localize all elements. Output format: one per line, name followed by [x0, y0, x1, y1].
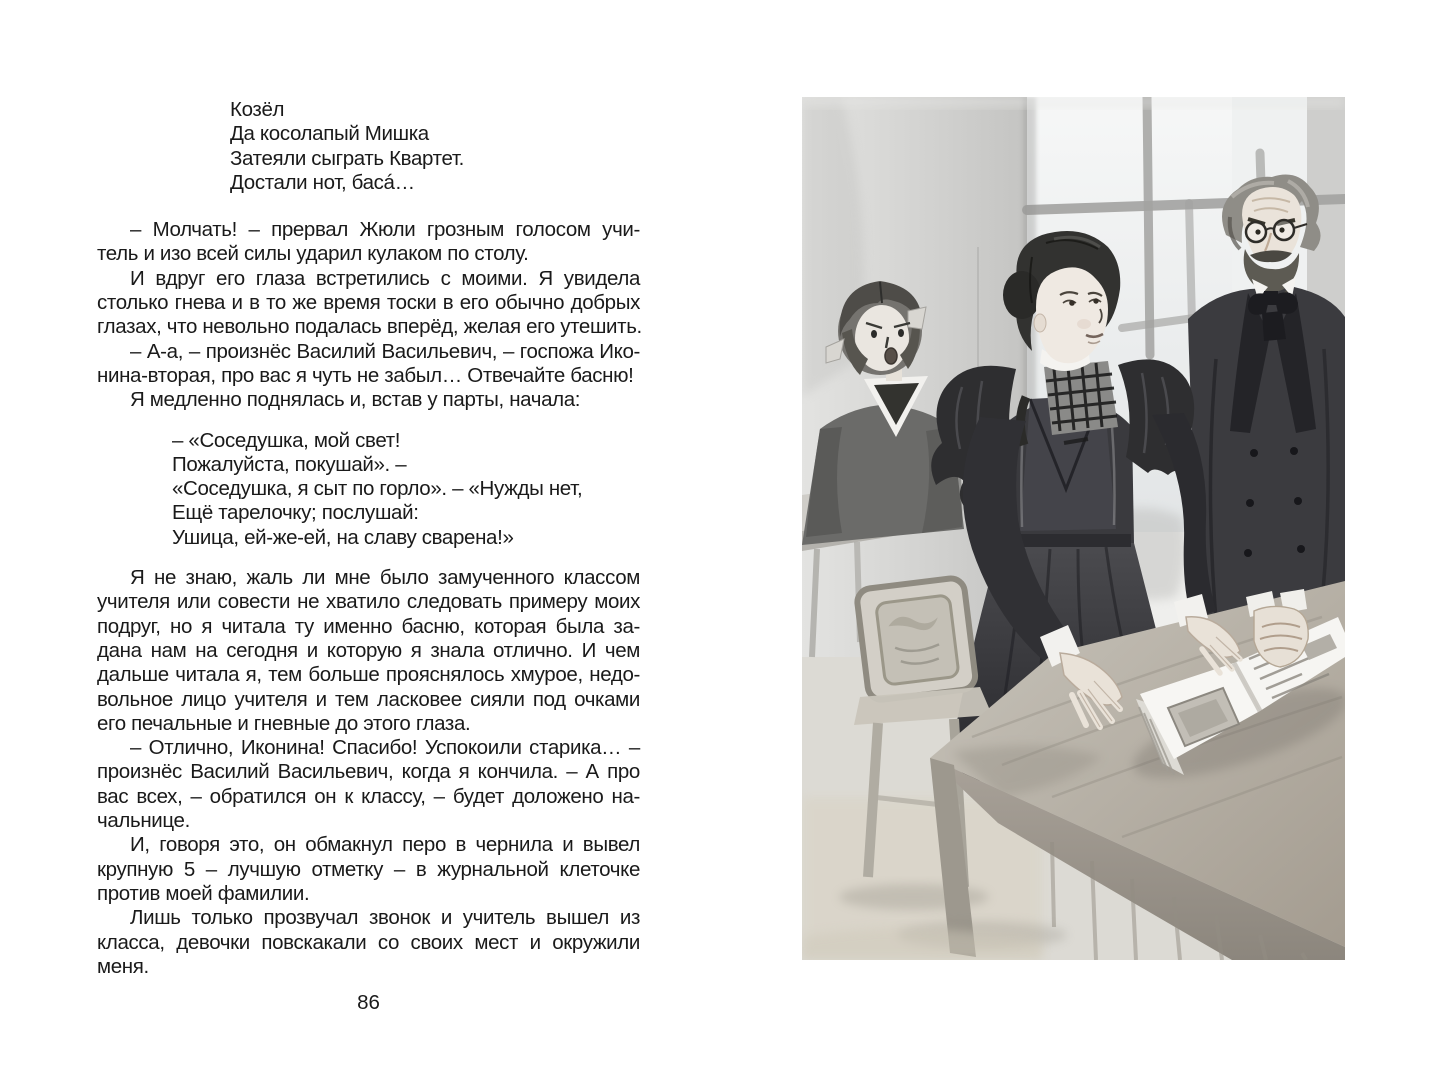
window-bar-vertical	[1147, 97, 1150, 355]
text-block-p6	[97, 736, 640, 833]
text-line: И, говоря это, он обмакнул перо в чернила и вывел	[130, 833, 640, 857]
text-line: меня.	[97, 954, 149, 978]
text-block-verse2	[172, 429, 640, 550]
text-line: – А-а, – произнёс Василий Васильевич, – госпожа Ико-	[130, 339, 640, 363]
text-line: класса, девочки повскакали со своих мест и окружили	[97, 930, 640, 954]
text-line: Ушица, ей-же-ей, на славу сварена!»	[172, 525, 514, 549]
text-block-p7	[97, 833, 640, 906]
text-line: Козёл	[230, 98, 285, 121]
text-line: Да косолапый Мишка	[230, 122, 429, 146]
text-line: – Отлично, Иконина! Спасибо! Успокоили старика… –	[130, 736, 640, 760]
text-line: глазах, что невольно подалась вперёд, желая его утешить.	[97, 315, 642, 339]
text-line: Лишь только прозвучал звонок и учитель вышел из	[130, 906, 640, 930]
text-block-p2	[97, 267, 640, 340]
book-illustration	[802, 97, 1345, 960]
text-line: дальше читала я, тем больше прояснялось хмурое, недо-	[97, 663, 640, 687]
text-line: Затеяли сыграть Квартет.	[230, 146, 464, 170]
text-line: «Соседушка, я сыт по горло». – «Нужды нет,	[172, 477, 583, 501]
ornate-chair	[856, 577, 977, 701]
text-line: против моей фамилии.	[97, 881, 310, 905]
text-line: – Молчать! – прервал Жюли грозным голосом учи-	[130, 218, 640, 242]
text-block-verse1	[230, 98, 640, 195]
text-line: Я не знаю, жаль ли мне было замученного классом	[130, 566, 640, 590]
text-line: – «Соседушка, мой свет!	[172, 428, 401, 452]
text-line: чальнице.	[97, 809, 190, 833]
text-line: тель и изо всей силы ударил кулаком по столу.	[97, 242, 529, 266]
text-line: Достали нот, басá…	[230, 170, 415, 194]
text-line: вас всех, – обратился он к классу, – будет доложено на-	[97, 784, 640, 808]
text-column	[97, 98, 640, 979]
text-line: Я медленно поднялась и, встав у парты, начала:	[130, 388, 581, 412]
text-block-p1	[97, 218, 640, 267]
text-line: И вдруг его глаза встретились с моими. Я увидела	[130, 266, 640, 290]
text-block-p8	[97, 906, 640, 979]
text-line: учителя или совести не хватило следовать примеру моих	[97, 590, 640, 614]
text-line: произнёс Василий Васильевич, когда я кончила. – А про	[97, 760, 640, 784]
text-block-p4	[97, 388, 640, 412]
text-line: Ещё тарелочку; послушай:	[172, 501, 419, 525]
text-line: столько гнева и в то же время тоски в его обычно добрых	[97, 291, 640, 315]
text-line: крупную 5 – лучшую отметку – в журнальной клеточке	[97, 857, 640, 881]
open-mouth	[885, 348, 897, 364]
text-line: дана нам на сегодня и которую я знала отлично. И чем	[97, 638, 640, 662]
text-line: вольное лицо учителя и тем ласковее сияли под очками	[97, 687, 640, 711]
text-block-p5	[97, 566, 640, 736]
text-line: его печальные и гневные до этого глаза.	[97, 711, 471, 735]
text-line: нина-вторая, про вас я чуть не забыл… Отвечайте басню!	[97, 363, 634, 387]
text-line: Пожалуйста, покушай». –	[172, 452, 407, 476]
page-number: 86	[357, 991, 380, 1014]
text-line: подруг, но я читала ту именно басню, которая была за-	[97, 614, 640, 638]
text-block-p3	[97, 340, 640, 389]
